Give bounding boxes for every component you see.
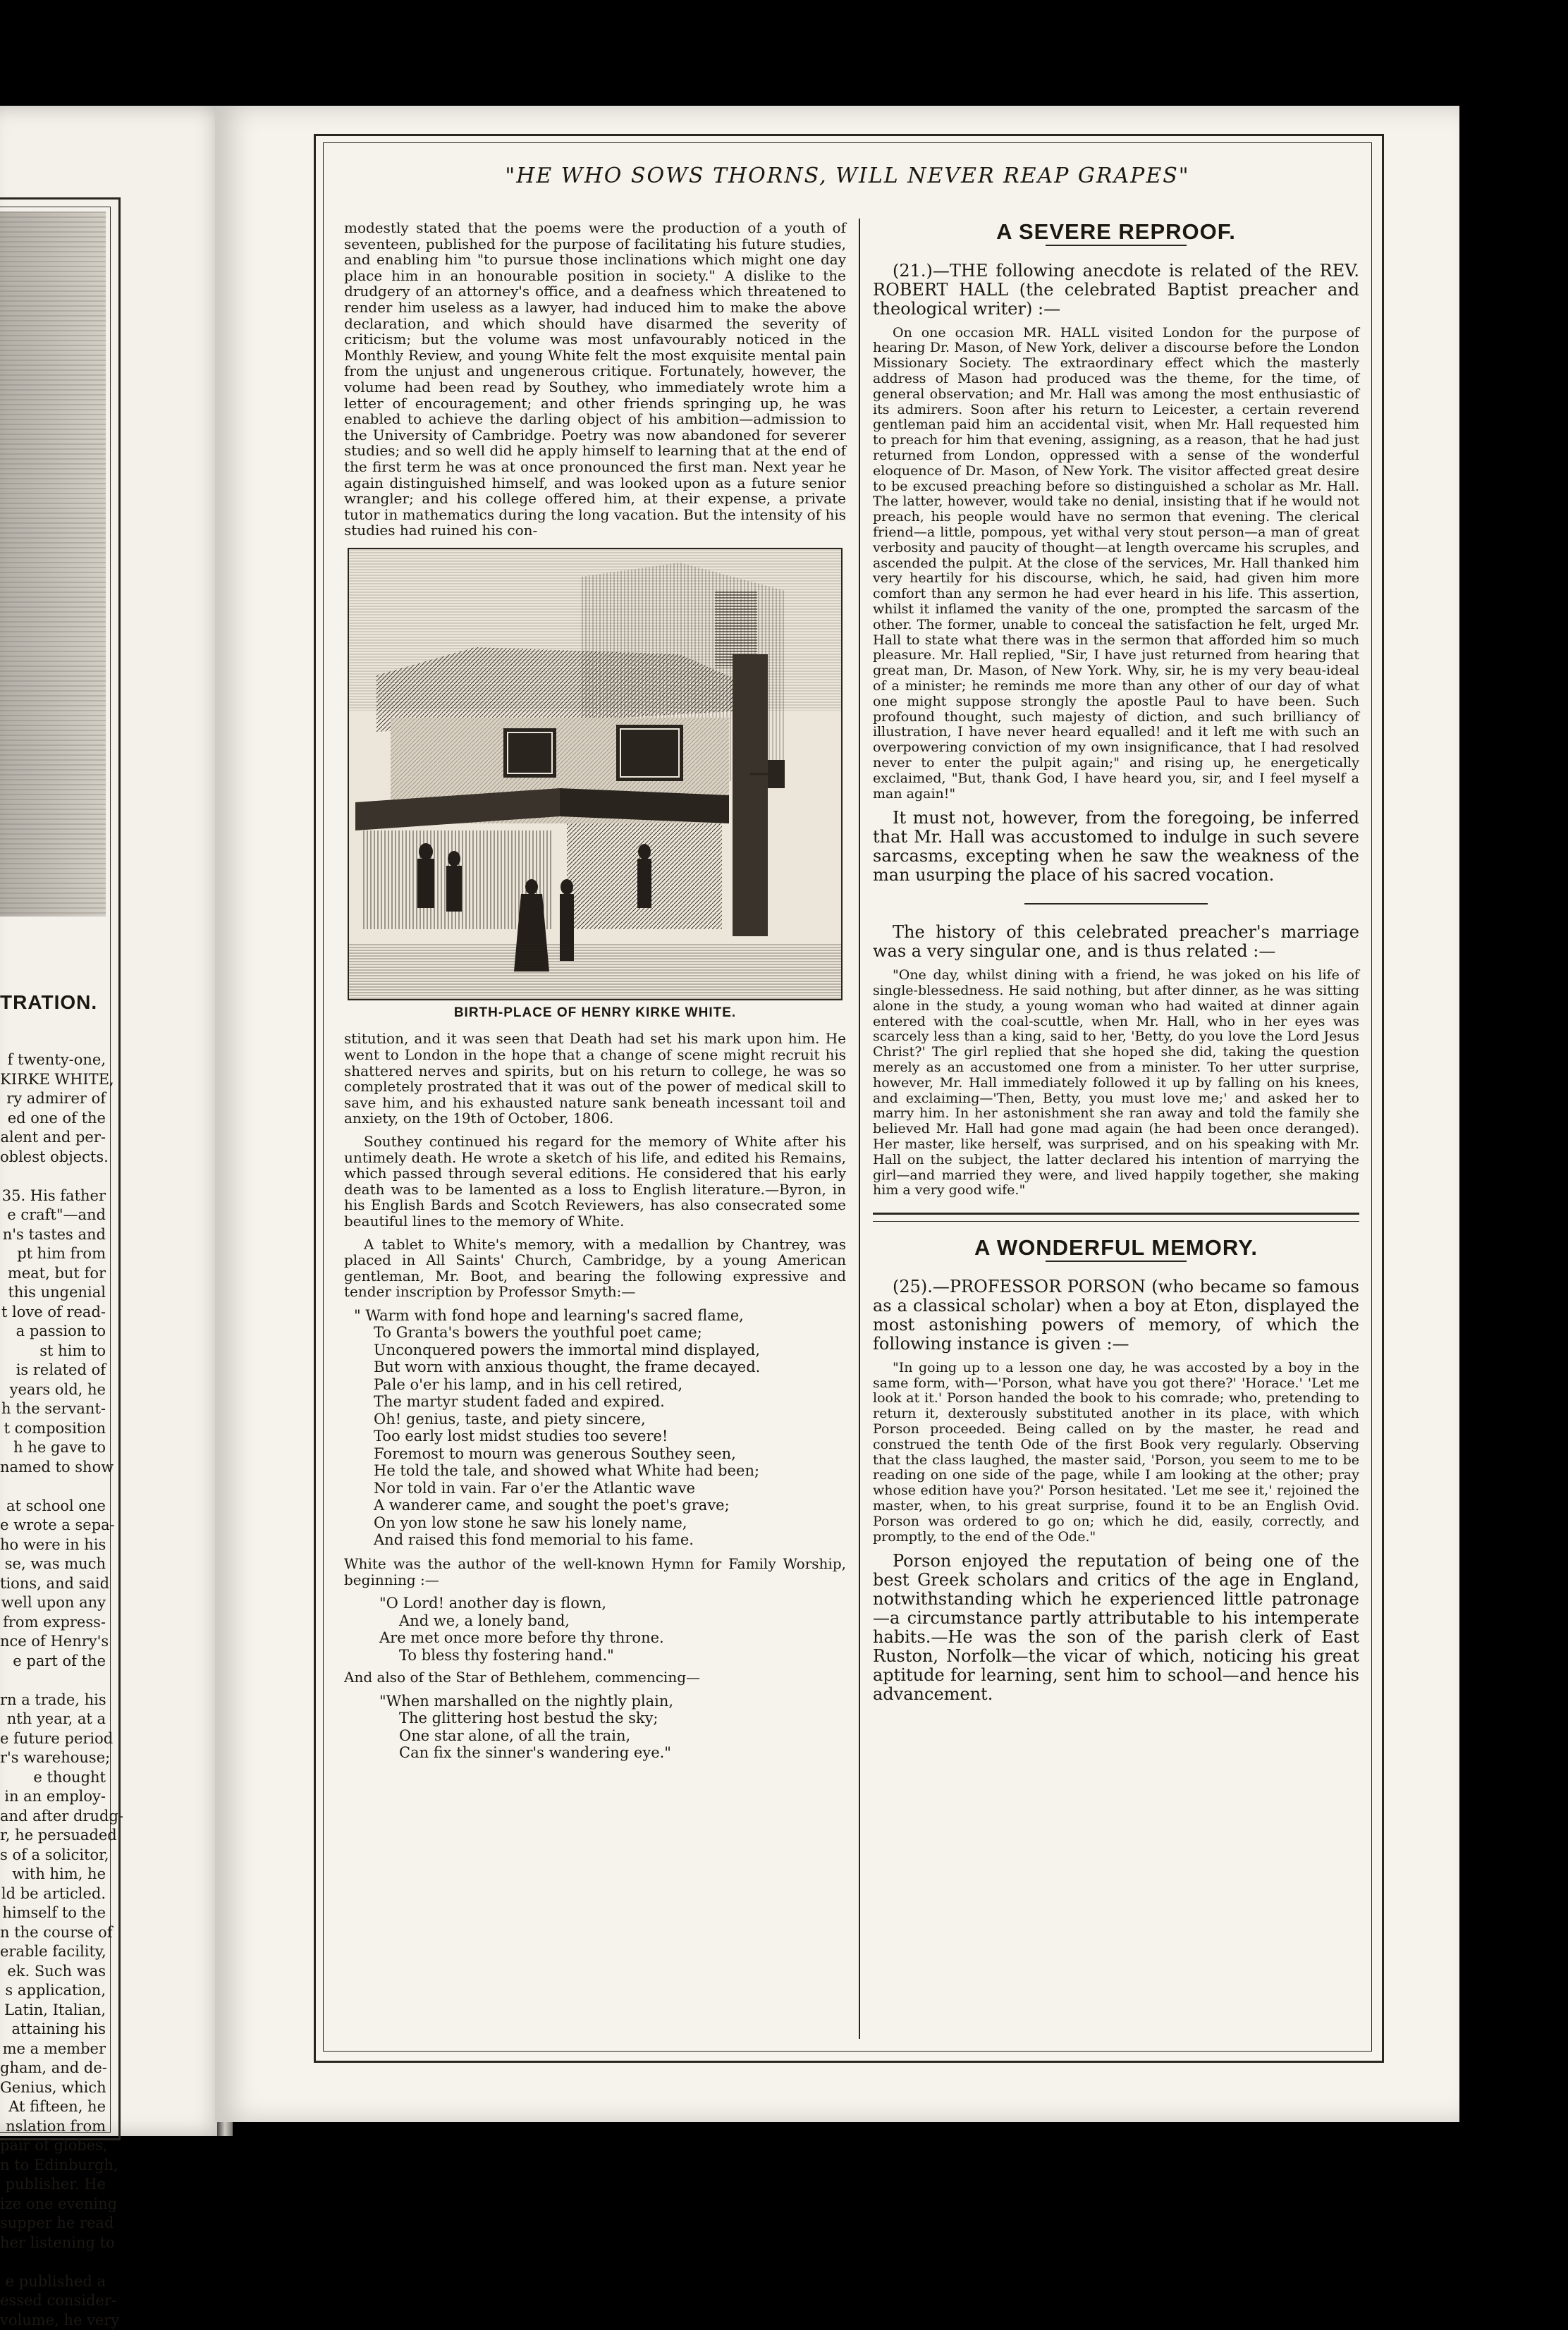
title-underline — [1046, 1261, 1187, 1262]
facing-page-line: tions, and said — [0, 1574, 106, 1594]
facing-page-line: e part of the — [0, 1652, 106, 1672]
column-divider — [859, 219, 860, 2039]
facing-page-line: rn a trade, his — [0, 1691, 106, 1710]
facing-page-line: a passion to — [0, 1322, 106, 1342]
facing-page-line: her listening to — [0, 2233, 106, 2253]
verse-line: Unconquered powers the immortal mind displayed, — [354, 1342, 846, 1359]
verse-line: Nor told in vain. Far o'er the Atlantic wave — [354, 1480, 846, 1497]
severe-reproof-intro: (21.)—THE following anecdote is related of the REV. ROBERT HALL (the celebrated Baptist preacher and theological writer) :— — [873, 262, 1359, 319]
facing-page-line: with him, he — [0, 1865, 106, 1884]
wonderful-memory-conclusion: Porson enjoyed the reputation of being one of the best Greek scholars and critics of the age in England, notwithstanding which he experienced little patronage—a circumstance partly attributable to his intemperate habits.—He was the son of the parish clerk of East Ruston, Norfolk—the vicar of which, noticing his great aptitude for learning, sent him to school—and hence his advancement. — [873, 1552, 1359, 1704]
marriage-story: "One day, whilst dining with a friend, he was joked on his life of single-blessedness. He said nothing, but after dinner, as he was sitting alone in the study, a young woman who had waited at dinner again entered with the coal-scuttle, when Mr. Hall, who in her eyes was scarcely less than a king, said to her, 'Betty, do you love the Lord Jesus Christ?' The girl replied that she hoped she did, taking the question merely as an accustomed one from a minister. To her utter surprise, however, Mr. Hall immediately followed it up by falling on his knees, and exclaiming—'Then, Betty, you must love me;' and asked her to marry him. In her astonishment she ran away and told the family she believed Mr. Hall had gone mad again (he had been once deranged). Her master, like herself, was surprised, and on his speaking with Mr. Hall on the subject, the latter declared his intention of marrying the girl—and married they were, and lived happily together, she making him a very good wife." — [873, 968, 1359, 1198]
facing-page-line: named to show — [0, 1458, 106, 1478]
verse-line: Can fix the sinner's wandering eye." — [379, 1744, 846, 1762]
verse-line: To Granta's bowers the youthful poet came; — [354, 1324, 846, 1342]
facing-page-line: st him to — [0, 1342, 106, 1361]
verse-line: But worn with anxious thought, the frame decayed. — [354, 1359, 846, 1376]
section-separator — [1024, 903, 1208, 905]
facing-page-line: me a member — [0, 2040, 106, 2059]
facing-page-line: volume, he very — [0, 2311, 106, 2330]
facing-page-line: nth year, at a — [0, 1710, 106, 1729]
severe-reproof-conclusion: It must not, however, from the foregoing, be inferred that Mr. Hall was accustomed to indulge in such severe sarcasms, excepting when he saw the weakness of the man usurping the place of his sacred vocation. — [873, 809, 1359, 885]
facing-page-line: ld be articled. — [0, 1884, 106, 1904]
verse-line: "O Lord! another day is flown, — [379, 1595, 846, 1612]
wonderful-memory-story: "In going up to a lesson one day, he was accosted by a boy in the same form, with—'Porson, what have you got there?' 'Horace.' 'Let me look at it.' Porson handed the book to his comrade; who, pretending to return it, dexterously substituted another in its place, with which Porson proceeded. Being called on by the master, he read and construed the tenth Ode of the first Book very regularly. Observing that the class laughed, the master said, 'Porson, you seem to me to be reading on one side of the page, while I am looking at the other; pray whose edition have you?' Porson hesitated. 'Let me see it,' rejoined the master, when, to his great surprise, found it to be an English Ovid. Porson was ordered to go on; which he did, easily, correctly, and promptly, to the end of the Ode." — [873, 1361, 1359, 1545]
facing-page-line — [0, 1671, 106, 1691]
facing-page-line: n's tastes and — [0, 1225, 106, 1245]
facing-page-line: erable facility, — [0, 1942, 106, 1962]
facing-page-line: alent and per- — [0, 1128, 106, 1148]
facing-page-line: e craft"—and — [0, 1206, 106, 1225]
main-page — [215, 106, 1459, 2122]
facing-page-line: years old, he — [0, 1380, 106, 1400]
facing-page-line: At fifteen, he — [0, 2097, 106, 2117]
facing-page-line: t love of read- — [0, 1303, 106, 1323]
biography-paragraph-2: stitution, and it was seen that Death had set his mark upon him. He went to London in the hope that a change of scene might recruit his shattered nerves and spirits, but on his return to college, he was so completely prostrated that it was out of the power of medical skill to save him, and his exhausted nature sank beneath incessant toil and anxiety, on the 19th of October, 1806. — [344, 1031, 846, 1127]
verse-line: Too early lost midst studies too severe! — [354, 1428, 846, 1445]
facing-page-line: gham, and de- — [0, 2059, 106, 2078]
facing-page-line: e published a — [0, 2272, 106, 2292]
facing-page-line: r, he persuaded — [0, 1826, 106, 1846]
facing-page-line: attaining his — [0, 2020, 106, 2040]
verse-line: Oh! genius, taste, and piety sincere, — [354, 1411, 846, 1428]
verse-line: Pale o'er his lamp, and in his cell retired, — [354, 1376, 846, 1394]
verse-line: A wanderer came, and sought the poet's grave; — [354, 1497, 846, 1514]
facing-page-line: ek. Such was — [0, 1962, 106, 1982]
verse-line: On yon low stone he saw his lonely name, — [354, 1514, 846, 1532]
verse-line: He told the tale, and showed what White had been; — [354, 1462, 846, 1480]
facing-page-line: n to Edinburgh, — [0, 2156, 106, 2176]
facing-page-line: himself to the — [0, 1903, 106, 1923]
facing-page-caption: TRATION. — [0, 991, 106, 1014]
facing-page-line: n the course of — [0, 1923, 106, 1943]
facing-page-line — [0, 1477, 106, 1497]
verse-line: Are met once more before thy throne. — [379, 1629, 846, 1647]
facing-page — [0, 106, 229, 2136]
facing-page-line: h he gave to — [0, 1438, 106, 1458]
facing-page-line: nce of Henry's — [0, 1632, 106, 1652]
facing-page-line: supper he read — [0, 2214, 106, 2233]
facing-page-line: from express- — [0, 1613, 106, 1633]
facing-page-line: Genius, which — [0, 2078, 106, 2098]
facing-page-line: e future period — [0, 1729, 106, 1749]
facing-page-line: and after drudg- — [0, 1807, 106, 1827]
facing-page-line: r's warehouse; — [0, 1748, 106, 1768]
star-intro: And also of the Star of Bethlehem, commencing— — [344, 1669, 846, 1686]
hymn-verse — [379, 1595, 846, 1664]
memorial-inscription-verse — [354, 1307, 846, 1549]
facing-page-line: meat, but for — [0, 1264, 106, 1284]
facing-page-illustration — [0, 211, 106, 916]
facing-page-line: e wrote a sepa- — [0, 1516, 106, 1535]
facing-page-text — [0, 1050, 106, 2136]
severe-reproof-story: On one occasion MR. HALL visited London for the purpose of hearing Dr. Mason, of New York, deliver a discourse before the London Missionary Society. The extraordinary effect which the masterly address of Mason had produced was the theme, for the time, of general observation; and Mr. Hall was among the most enthusiastic of its admirers. Soon after his return to Leicester, a certain reverend gentleman paid him an accidental visit, when Mr. Hall requested him to preach for him that evening, assigning, as a reason, that he had just returned from London, oppressed with a sense of the wonderful eloquence of Dr. Mason, of New York. The visitor affected great desire to be excused preaching before so distinguished a scholar as Mr. Hall. The latter, however, would take no denial, insisting that if he would not preach, his people would have no sermon that evening. The clerical friend—a little, pompous, yet withal very stout person—a man of great verbosity and paucity of thought—at length overcame his scruples, and ascended the pulpit. At the close of the services, Mr. Hall thanked him very heartily for his discourse, which, he said, had given him more comfort than any sermon he had ever heard in his life. This assertion, whilst it inflamed the vanity of the one, prompted the sarcasm of the other. The former, unable to conceal the satisfaction he felt, urged Mr. Hall to state what there was in the sermon that afforded him so much pleasure. Mr. Hall replied, "Sir, I have just returned from hearing that great man, Dr. Mason, of New York. Why, sir, he is my very beau-ideal of a minister; he reminds me more than any other of our day of what one might suppose strongly the apostle Paul to have been. Such profound thought, such majesty of diction, and such brilliancy of illustration, I have never heard equalled! and it left me with such an overpowering conviction of my own insignificance, that I had resolved never to enter the pulpit again;" and rising up, he energetically exclaimed, "But, thank God, I have heard you, sir, and I feel myself a man again!" — [873, 326, 1359, 802]
facing-page-line: KIRKE WHITE, — [0, 1070, 106, 1090]
verse-line: Foremost to mourn was generous Southey seen, — [354, 1445, 846, 1463]
wonderful-memory-intro: (25).—PROFESSOR PORSON (who became so famous as a classical scholar) when a boy at Eton, displayed the most astonishing powers of memory, of which the following instance is given :— — [873, 1277, 1359, 1354]
birthplace-engraving — [348, 548, 842, 1000]
facing-page-line: ry admirer of — [0, 1089, 106, 1109]
verse-line: One star alone, of all the train, — [379, 1727, 846, 1745]
birthplace-illustration — [348, 548, 842, 1000]
section-title-severe-reproof: A SEVERE REPROOF. — [873, 224, 1359, 240]
facing-page-line — [0, 1167, 106, 1187]
facing-page-line: is related of — [0, 1361, 106, 1380]
illustration-caption: BIRTH-PLACE OF HENRY KIRKE WHITE. — [344, 1005, 846, 1022]
section-double-rule — [873, 1213, 1359, 1222]
facing-page-line: this ungenial — [0, 1283, 106, 1303]
facing-page-line: oblest objects. — [0, 1148, 106, 1167]
verse-line: "When marshalled on the nightly plain, — [379, 1693, 846, 1710]
verse-line: The martyr student faded and expired. — [354, 1393, 846, 1411]
facing-page-line: Latin, Italian, — [0, 2001, 106, 2021]
facing-page-line: pair of globes, — [0, 2136, 106, 2156]
facing-page-line: h the servant- — [0, 1399, 106, 1419]
facing-page-line: se, was much — [0, 1555, 106, 1574]
facing-page-line: in an employ- — [0, 1787, 106, 1807]
facing-page-line: s application, — [0, 1981, 106, 2001]
facing-page-line: at school one — [0, 1497, 106, 1516]
marriage-intro: The history of this celebrated preacher's marriage was a very singular one, and is thus related :— — [873, 923, 1359, 961]
facing-page-line: nslation from — [0, 2117, 106, 2137]
section-title-wonderful-memory: A WONDERFUL MEMORY. — [873, 1240, 1359, 1256]
facing-page-line: publisher. He — [0, 2175, 106, 2195]
facing-page-line: pt him from — [0, 1244, 106, 1264]
verse-line: " Warm with fond hope and learning's sacred flame, — [354, 1307, 846, 1325]
verse-line: To bless thy fostering hand." — [379, 1647, 846, 1664]
verse-line: And raised this fond memorial to his fame. — [354, 1531, 846, 1549]
facing-page-line — [0, 2252, 106, 2272]
facing-page-line: s of a solicitor, — [0, 1846, 106, 1865]
facing-page-line: f twenty-one, — [0, 1050, 106, 1070]
left-column — [344, 220, 846, 2039]
facing-page-line: ed one of the — [0, 1109, 106, 1129]
facing-page-line: e thought — [0, 1768, 106, 1788]
star-of-bethlehem-verse — [379, 1693, 846, 1762]
biography-paragraph-3: Southey continued his regard for the memory of White after his untimely death. He wrote a sketch of his life, and edited his Remains, which passed through several editions. He considered that his early death was to be lamented as a loss to English literature.—Byron, in his English Bards and Scotch Reviewers, has also consecrated some beautiful lines to the memory of White. — [344, 1134, 846, 1230]
right-column — [873, 220, 1359, 2039]
facing-page-line: essed consider- — [0, 2291, 106, 2311]
verse-line: The glittering host bestud the sky; — [379, 1710, 846, 1727]
page-header-motto: "HE WHO SOWS THORNS, WILL NEVER REAP GRAPES" — [323, 164, 1372, 188]
facing-page-line: ize one evening — [0, 2195, 106, 2214]
biography-paragraph-1: modestly stated that the poems were the production of a youth of seventeen, published for the purpose of facilitating his future studies, and enabling him "to pursue those inclinations which might one day place him in an honourable position in society." A dislike to the drudgery of an attorney's office, and a deafness which threatened to render him useless as a lawyer, had induced him to make the above declaration, and which should have disarmed the severity of criticism; but the volume was most unfavourably noticed in the Monthly Review, and young White felt the most exquisite mental pain from the unjust and ungenerous critique. Fortunately, however, the volume had been read by Southey, who immediately wrote him a letter of encouragement; and other friends springing up, he was enabled to achieve the darling object of his ambition—admission to the University of Cambridge. Poetry was now abandoned for severer studies; and so well did he apply himself to learning that at the end of the first term he was at once pronounced the first man. Next year he again distinguished himself, and was looked upon as a future senior wrangler; and his college offered him, at their expense, a private tutor in mathematics during the long vacation. But the intensity of his studies had ruined his con- — [344, 220, 846, 539]
title-underline — [1046, 245, 1187, 246]
facing-page-line: ho were in his — [0, 1535, 106, 1555]
facing-page-line: 35. His father — [0, 1187, 106, 1206]
biography-paragraph-4: A tablet to White's memory, with a medallion by Chantrey, was placed in All Saints' Church, Cambridge, by a young American gentleman, Mr. Boot, and bearing the following expressive and tender inscription by Professor Smyth:— — [344, 1237, 846, 1300]
facing-page-line: t composition — [0, 1419, 106, 1439]
hymn-intro: White was the author of the well-known Hymn for Family Worship, beginning :— — [344, 1556, 846, 1588]
verse-line: And we, a lonely band, — [379, 1612, 846, 1630]
facing-page-line: well upon any — [0, 1593, 106, 1613]
